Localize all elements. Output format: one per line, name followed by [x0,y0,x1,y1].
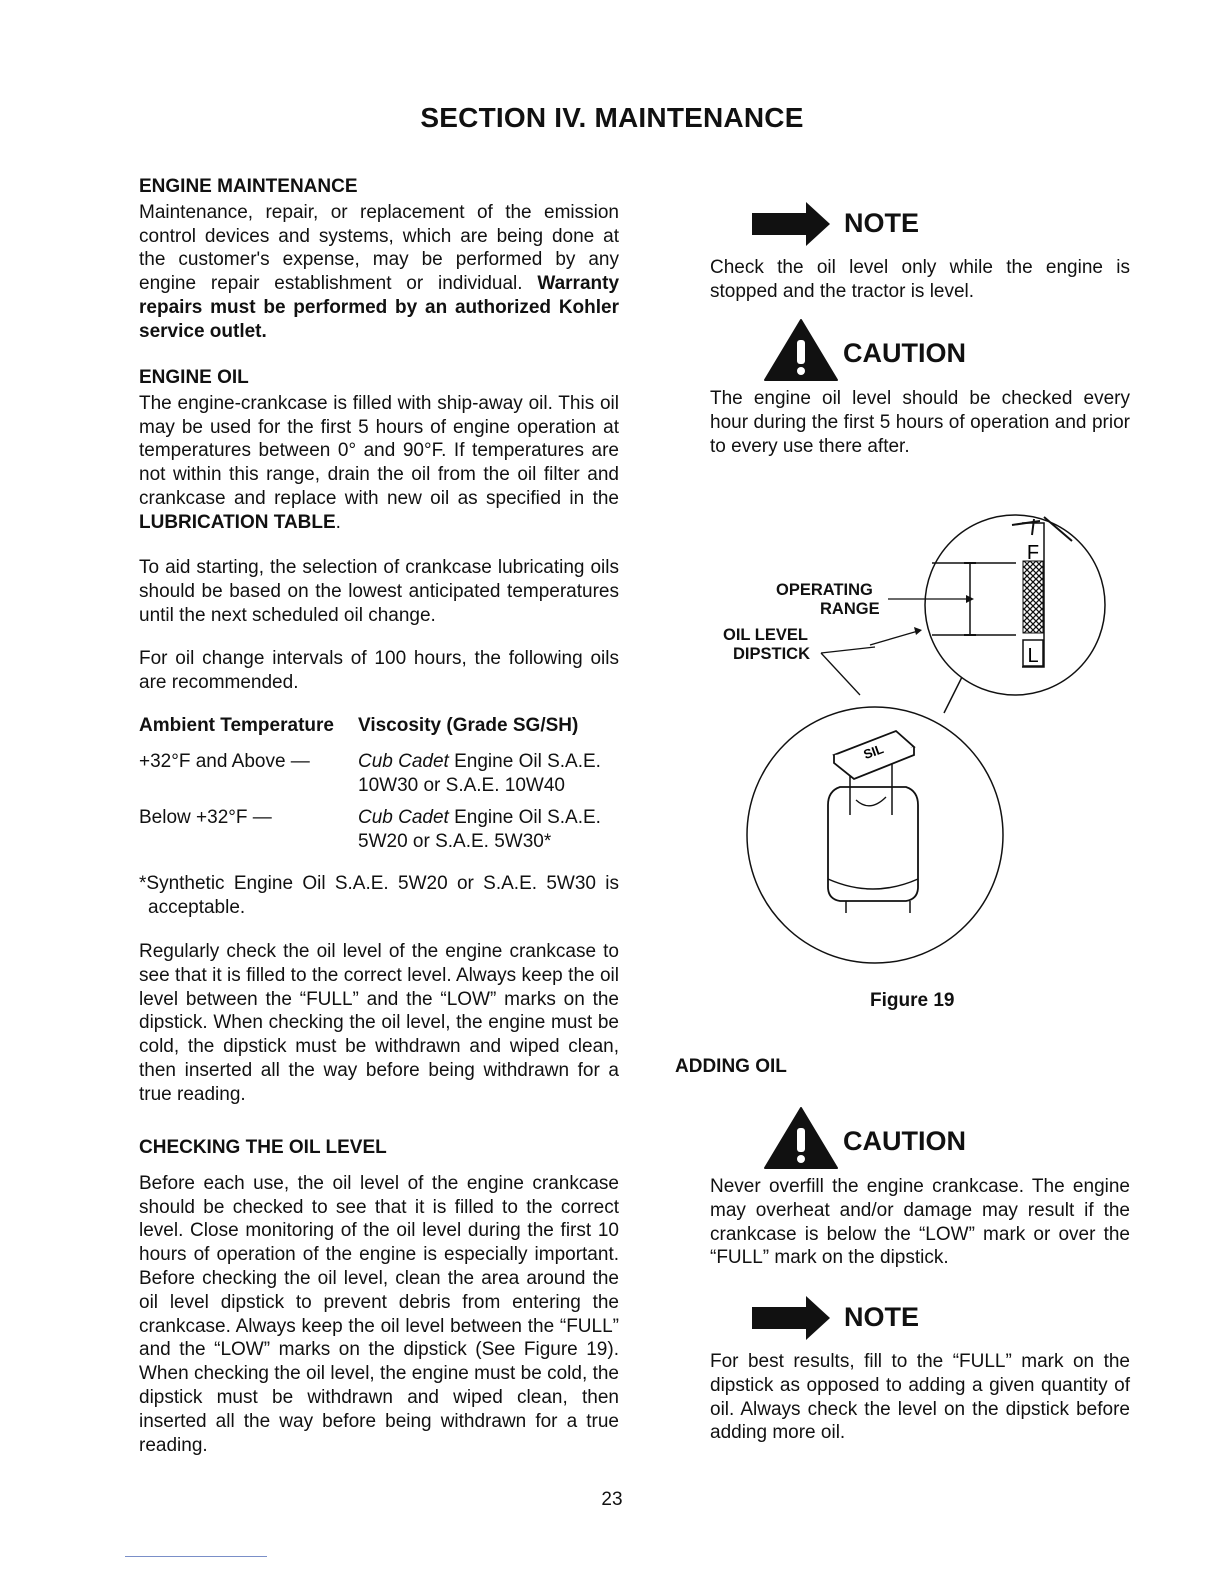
column-header: Ambient Temperature [139,715,334,736]
footer-rule [125,1556,267,1557]
engine-maintenance-heading: ENGINE MAINTENANCE [139,176,358,197]
warning-icon [763,1106,839,1170]
synthetic-footnote: *Synthetic Engine Oil S.A.E. 5W20 or S.A.E. 5W30 is acceptable. [139,873,619,918]
engine-oil-heading: ENGINE OIL [139,367,249,388]
figure-caption: Figure 19 [870,990,955,1011]
warranty-notice: Warranty repairs must be performed by an authorized Kohler service outlet. [139,273,620,342]
engine-maintenance-section [139,175,619,344]
table-row [139,750,619,806]
table-cell-temperature: Below +32°F — [139,807,272,828]
table-cell-temperature: +32°F and Above — [139,751,310,772]
low-mark: L [1027,645,1039,667]
caution-callout-header [763,1106,1003,1170]
cap-marking: SIL [861,741,886,763]
lubrication-table-reference: LUBRICATION TABLE [139,511,336,533]
note-text: Check the oil level only while the engine is stopped and the tractor is level. [710,257,1130,302]
warning-icon [763,318,839,382]
note-text: For best results, fill to the “FULL” mark on the dipstick as opposed to adding a given quantity of oil. Always check the level on the dipstick before adding more oil. [710,1351,1130,1444]
checking-oil-heading: CHECKING THE OIL LEVEL [139,1137,387,1158]
oil-level-dipstick-label: OIL LEVEL DIPSTICK [723,626,811,663]
engine-maintenance-text: Maintenance, repair, or replacement of the emission control devices and systems, which are being done at the customer's expense, may be performed by any engine repair establishment or individual. Warranty repairs must be performed by an authorized Kohler service outlet. [139,201,620,342]
table-cell-viscosity: Cub Cadet Engine Oil S.A.E. 5W20 or S.A.E. 5W30* [358,807,601,852]
checking-oil-section [139,1136,619,1457]
note-callout-header [750,1292,950,1344]
table-header-row [139,714,619,750]
caution-label: CAUTION [843,338,966,368]
page-number: 23 [601,1489,623,1510]
starting-paragraph: To aid starting, the selection of crankcase lubricating oils should be based on the lowest anticipated temperatures until the next scheduled oil change. [139,557,619,626]
caution-text: Never overfill the engine crankcase. The engine may overheat and/or damage may result if the crankcase is below the “LOW” mark or over the “FULL” mark on the dipstick. [710,1176,1130,1269]
adding-oil-heading: ADDING OIL [675,1056,787,1077]
table-row [139,806,619,862]
note-label: NOTE [844,1302,920,1332]
figure-19-dipstick [700,495,1130,975]
caution-label: CAUTION [843,1126,966,1156]
page-title: SECTION IV. MAINTENANCE [420,102,804,133]
dipstick-diagram [700,495,1130,975]
caution-text: The engine oil level should be checked every hour during the first 5 hours of operation and prior to every use there after. [710,388,1130,457]
regular-check-paragraph: Regularly check the oil level of the engine crankcase to see that it is filled to the correct level. Always keep the oil level between the “FULL” and the “LOW” marks on the dipstick. When checking the oil level, the engine must be cold, the dipstick must be withdrawn and wiped clean, then inserted all the way before being withdrawn for a true reading. [139,941,619,1105]
oil-change-paragraph: For oil change intervals of 100 hours, the following oils are recommended. [139,648,619,693]
full-mark: F [1026,542,1040,564]
caution-callout-header [763,318,1003,382]
arrow-right-icon [750,198,832,250]
note-label: NOTE [844,208,920,238]
engine-oil-paragraph: The engine-crankcase is filled with ship-away oil. This oil may be used for the first 5 hours of engine operation at temperatures between 0° and 90°F. If temperatures are not within this range, drain the oil from the oil filter and crankcase and replace with new oil as specified in the LUBRICATION TABLE. [139,392,619,533]
oil-viscosity-table [139,714,619,862]
table-cell-viscosity: Cub Cadet Engine Oil S.A.E. 10W30 or S.A.E. 10W40 [358,751,601,796]
note-callout-header [750,198,950,250]
engine-oil-section [139,366,619,535]
checking-oil-text: Before each use, the oil level of the engine crankcase should be checked to see that it is filled to the correct level. Close monitoring of the oil level during the first 10 hours of operation of the engine is especially important. Before checking the oil level, clean the area around the oil level dipstick to prevent debris from entering the crankcase. Always keep the oil level between the “FULL” and the “LOW” marks on the dipstick (See Figure 19). When checking the oil level, the engine must be cold, the dipstick must be withdrawn and wiped clean, then inserted all the way before being withdrawn for a true reading. [139,1172,619,1456]
column-header: Viscosity (Grade SG/SH) [358,715,579,736]
operating-range-label: OPERATING RANGE [776,581,880,618]
arrow-right-icon [750,1292,832,1344]
